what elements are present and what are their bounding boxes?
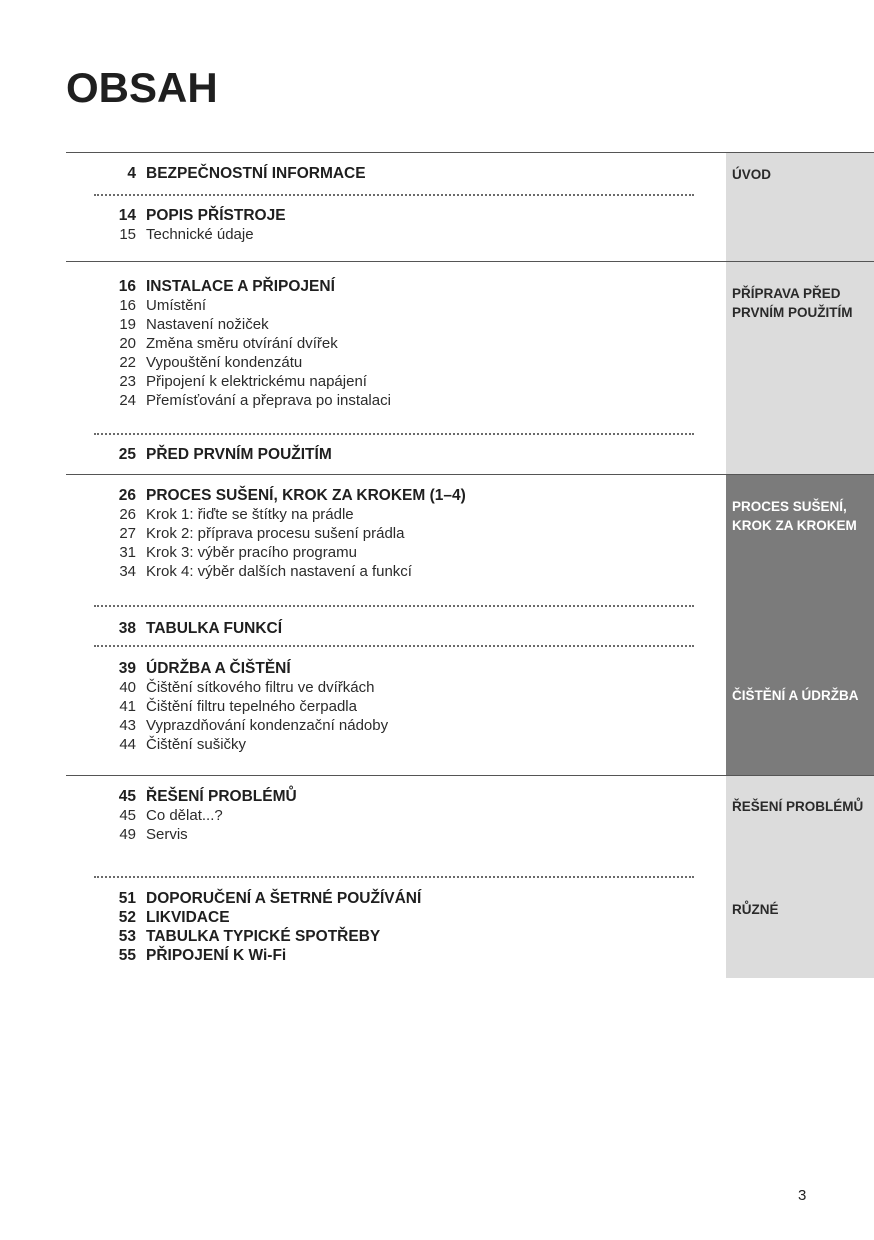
toc-entry-title: Čištění sítkového filtru ve dvířkách (146, 679, 375, 696)
toc-page-number: 23 (119, 373, 136, 390)
toc-group (66, 486, 694, 581)
chapter-sidebar (726, 475, 874, 775)
toc-chapter-link[interactable] (66, 889, 694, 908)
toc-entry-title: Servis (146, 826, 188, 843)
toc-subsection-link[interactable] (66, 716, 694, 735)
toc-entry-title: Vypouštění kondenzátu (146, 354, 303, 371)
toc-subsection-link[interactable] (66, 505, 694, 524)
chapter-sidebar (726, 262, 874, 474)
toc-entry-title: Krok 3: výběr pracího programu (146, 544, 357, 561)
chapter-label: ŘEŠENÍ PROBLÉMŮ (732, 799, 864, 814)
toc-subsection-link[interactable] (66, 562, 694, 581)
toc-entry-title: PŘIPOJENÍ K Wi-Fi (146, 947, 287, 964)
toc-page-number: 22 (119, 354, 136, 371)
toc-page-number: 45 (118, 788, 136, 805)
toc-page-number: 31 (119, 544, 136, 561)
toc-chapter-link[interactable] (66, 787, 694, 806)
toc-group (66, 164, 694, 183)
toc-entry-title: Umístění (146, 297, 207, 314)
toc-page-number: 27 (119, 525, 136, 542)
toc-section (66, 775, 874, 978)
toc-subsection-link[interactable] (66, 315, 694, 334)
toc-group (66, 445, 694, 464)
toc-chapter-link[interactable] (66, 445, 694, 464)
toc-page-number: 16 (119, 297, 136, 314)
toc-page-number: 52 (118, 909, 136, 926)
dotted-separator (94, 194, 694, 196)
toc-page-number: 51 (118, 890, 136, 907)
toc-page-number: 41 (119, 698, 136, 715)
page-number: 3 (798, 1187, 807, 1204)
toc-page-number: 19 (119, 316, 136, 333)
chapter-sidebar (726, 776, 874, 978)
toc-entry-title: INSTALACE A PŘIPOJENÍ (146, 278, 335, 295)
toc-chapter-link[interactable] (66, 927, 694, 946)
toc-section (66, 474, 874, 775)
dotted-separator (94, 605, 694, 607)
toc-chapter-link[interactable] (66, 946, 694, 965)
toc-page-number: 43 (119, 717, 136, 734)
toc-subsection-link[interactable] (66, 735, 694, 754)
toc-entry-title: LIKVIDACE (146, 909, 230, 926)
toc-entry-title: Krok 1: řiďte se štítky na prádle (146, 506, 354, 523)
toc-page-number: 44 (119, 736, 136, 753)
toc-entry-title: Krok 2: příprava procesu sušení prádla (146, 525, 405, 542)
toc-group (66, 889, 694, 965)
toc-page-number: 53 (118, 928, 136, 945)
toc-page-number: 38 (118, 620, 136, 637)
toc-entry-title: POPIS PŘÍSTROJE (146, 207, 286, 224)
toc-entry-title: PŘED PRVNÍM POUŽITÍM (146, 446, 332, 463)
toc-page-number: 26 (118, 487, 136, 504)
toc-group (66, 206, 694, 244)
toc-entry-title: Nastavení nožiček (146, 316, 269, 333)
toc-section (66, 261, 874, 474)
toc-entry-title: ŘEŠENÍ PROBLÉMŮ (146, 788, 297, 805)
chapter-label: ČIŠTĚNÍ A ÚDRŽBA (732, 688, 859, 703)
toc-subsection-link[interactable] (66, 524, 694, 543)
toc-page-number: 40 (119, 679, 136, 696)
toc-group (66, 619, 694, 638)
toc-page-number: 26 (119, 506, 136, 523)
toc-subsection-link[interactable] (66, 697, 694, 716)
table-of-contents (0, 152, 874, 978)
toc-entry-title: Vyprazdňování kondenzační nádoby (146, 717, 389, 734)
dotted-separator (94, 433, 694, 435)
toc-subsection-link[interactable] (66, 372, 694, 391)
toc-chapter-link[interactable] (66, 908, 694, 927)
toc-subsection-link[interactable] (66, 296, 694, 315)
toc-entry-title: Čištění filtru tepelného čerpadla (146, 698, 357, 715)
toc-subsection-link[interactable] (66, 543, 694, 562)
toc-entry-title: Změna směru otvírání dvířek (146, 335, 338, 352)
toc-subsection-link[interactable] (66, 353, 694, 372)
toc-page-number: 34 (119, 563, 136, 580)
toc-entry-title: TABULKA TYPICKÉ SPOTŘEBY (146, 928, 381, 945)
dotted-separator (94, 876, 694, 878)
toc-page-number: 39 (118, 660, 136, 677)
toc-page-number: 14 (118, 207, 136, 224)
toc-entry-title: DOPORUČENÍ A ŠETRNÉ POUŽÍVÁNÍ (146, 890, 422, 907)
toc-entry-title: TABULKA FUNKCÍ (146, 620, 283, 637)
chapter-label: RŮZNÉ (732, 902, 779, 917)
toc-page-number: 4 (127, 165, 136, 182)
toc-page-number: 45 (119, 807, 136, 824)
dotted-separator (94, 645, 694, 647)
toc-entry-title: Čištění sušičky (146, 736, 247, 753)
toc-chapter-link[interactable] (66, 659, 694, 678)
toc-group (66, 787, 694, 844)
page-title: OBSAH (66, 64, 218, 111)
toc-entry-title: Krok 4: výběr dalších nastavení a funkcí (146, 563, 412, 580)
toc-page-number: 15 (119, 226, 136, 243)
toc-page-number: 49 (119, 826, 136, 843)
chapter-label: PŘÍPRAVA PŘED PRVNÍM POUŽITÍM (732, 286, 853, 320)
toc-page-number: 24 (119, 392, 136, 409)
toc-page-number: 55 (118, 947, 136, 964)
toc-entry-title: Co dělat...? (146, 807, 223, 824)
toc-page-number: 25 (118, 446, 136, 463)
toc-subsection-link[interactable] (66, 334, 694, 353)
toc-chapter-link[interactable] (66, 206, 694, 225)
toc-entry-title: ÚDRŽBA A ČIŠTĚNÍ (146, 660, 291, 677)
toc-subsection-link[interactable] (66, 678, 694, 697)
toc-entry-title: Technické údaje (146, 226, 254, 243)
toc-entry-title: Připojení k elektrickému napájení (146, 373, 367, 390)
toc-group (66, 659, 694, 754)
chapter-label: PROCES SUŠENÍ, KROK ZA KROKEM (732, 499, 857, 533)
toc-group (66, 277, 694, 410)
toc-entry-title: BEZPEČNOSTNÍ INFORMACE (146, 165, 366, 182)
toc-page-number: 20 (119, 335, 136, 352)
toc-entry-title: PROCES SUŠENÍ, KROK ZA KROKEM (1–4) (146, 487, 466, 504)
chapter-sidebar (726, 153, 874, 261)
toc-chapter-link[interactable] (66, 486, 694, 505)
toc-subsection-link[interactable] (66, 806, 694, 825)
toc-chapter-link[interactable] (66, 164, 694, 183)
toc-chapter-link[interactable] (66, 277, 694, 296)
toc-subsection-link[interactable] (66, 825, 694, 844)
toc-page-number: 16 (118, 278, 136, 295)
chapter-label: ÚVOD (732, 167, 772, 182)
toc-subsection-link[interactable] (66, 391, 694, 410)
toc-entry-title: Přemísťování a přeprava po instalaci (146, 392, 391, 409)
toc-chapter-link[interactable] (66, 619, 694, 638)
toc-section (66, 152, 874, 261)
toc-subsection-link[interactable] (66, 225, 694, 244)
